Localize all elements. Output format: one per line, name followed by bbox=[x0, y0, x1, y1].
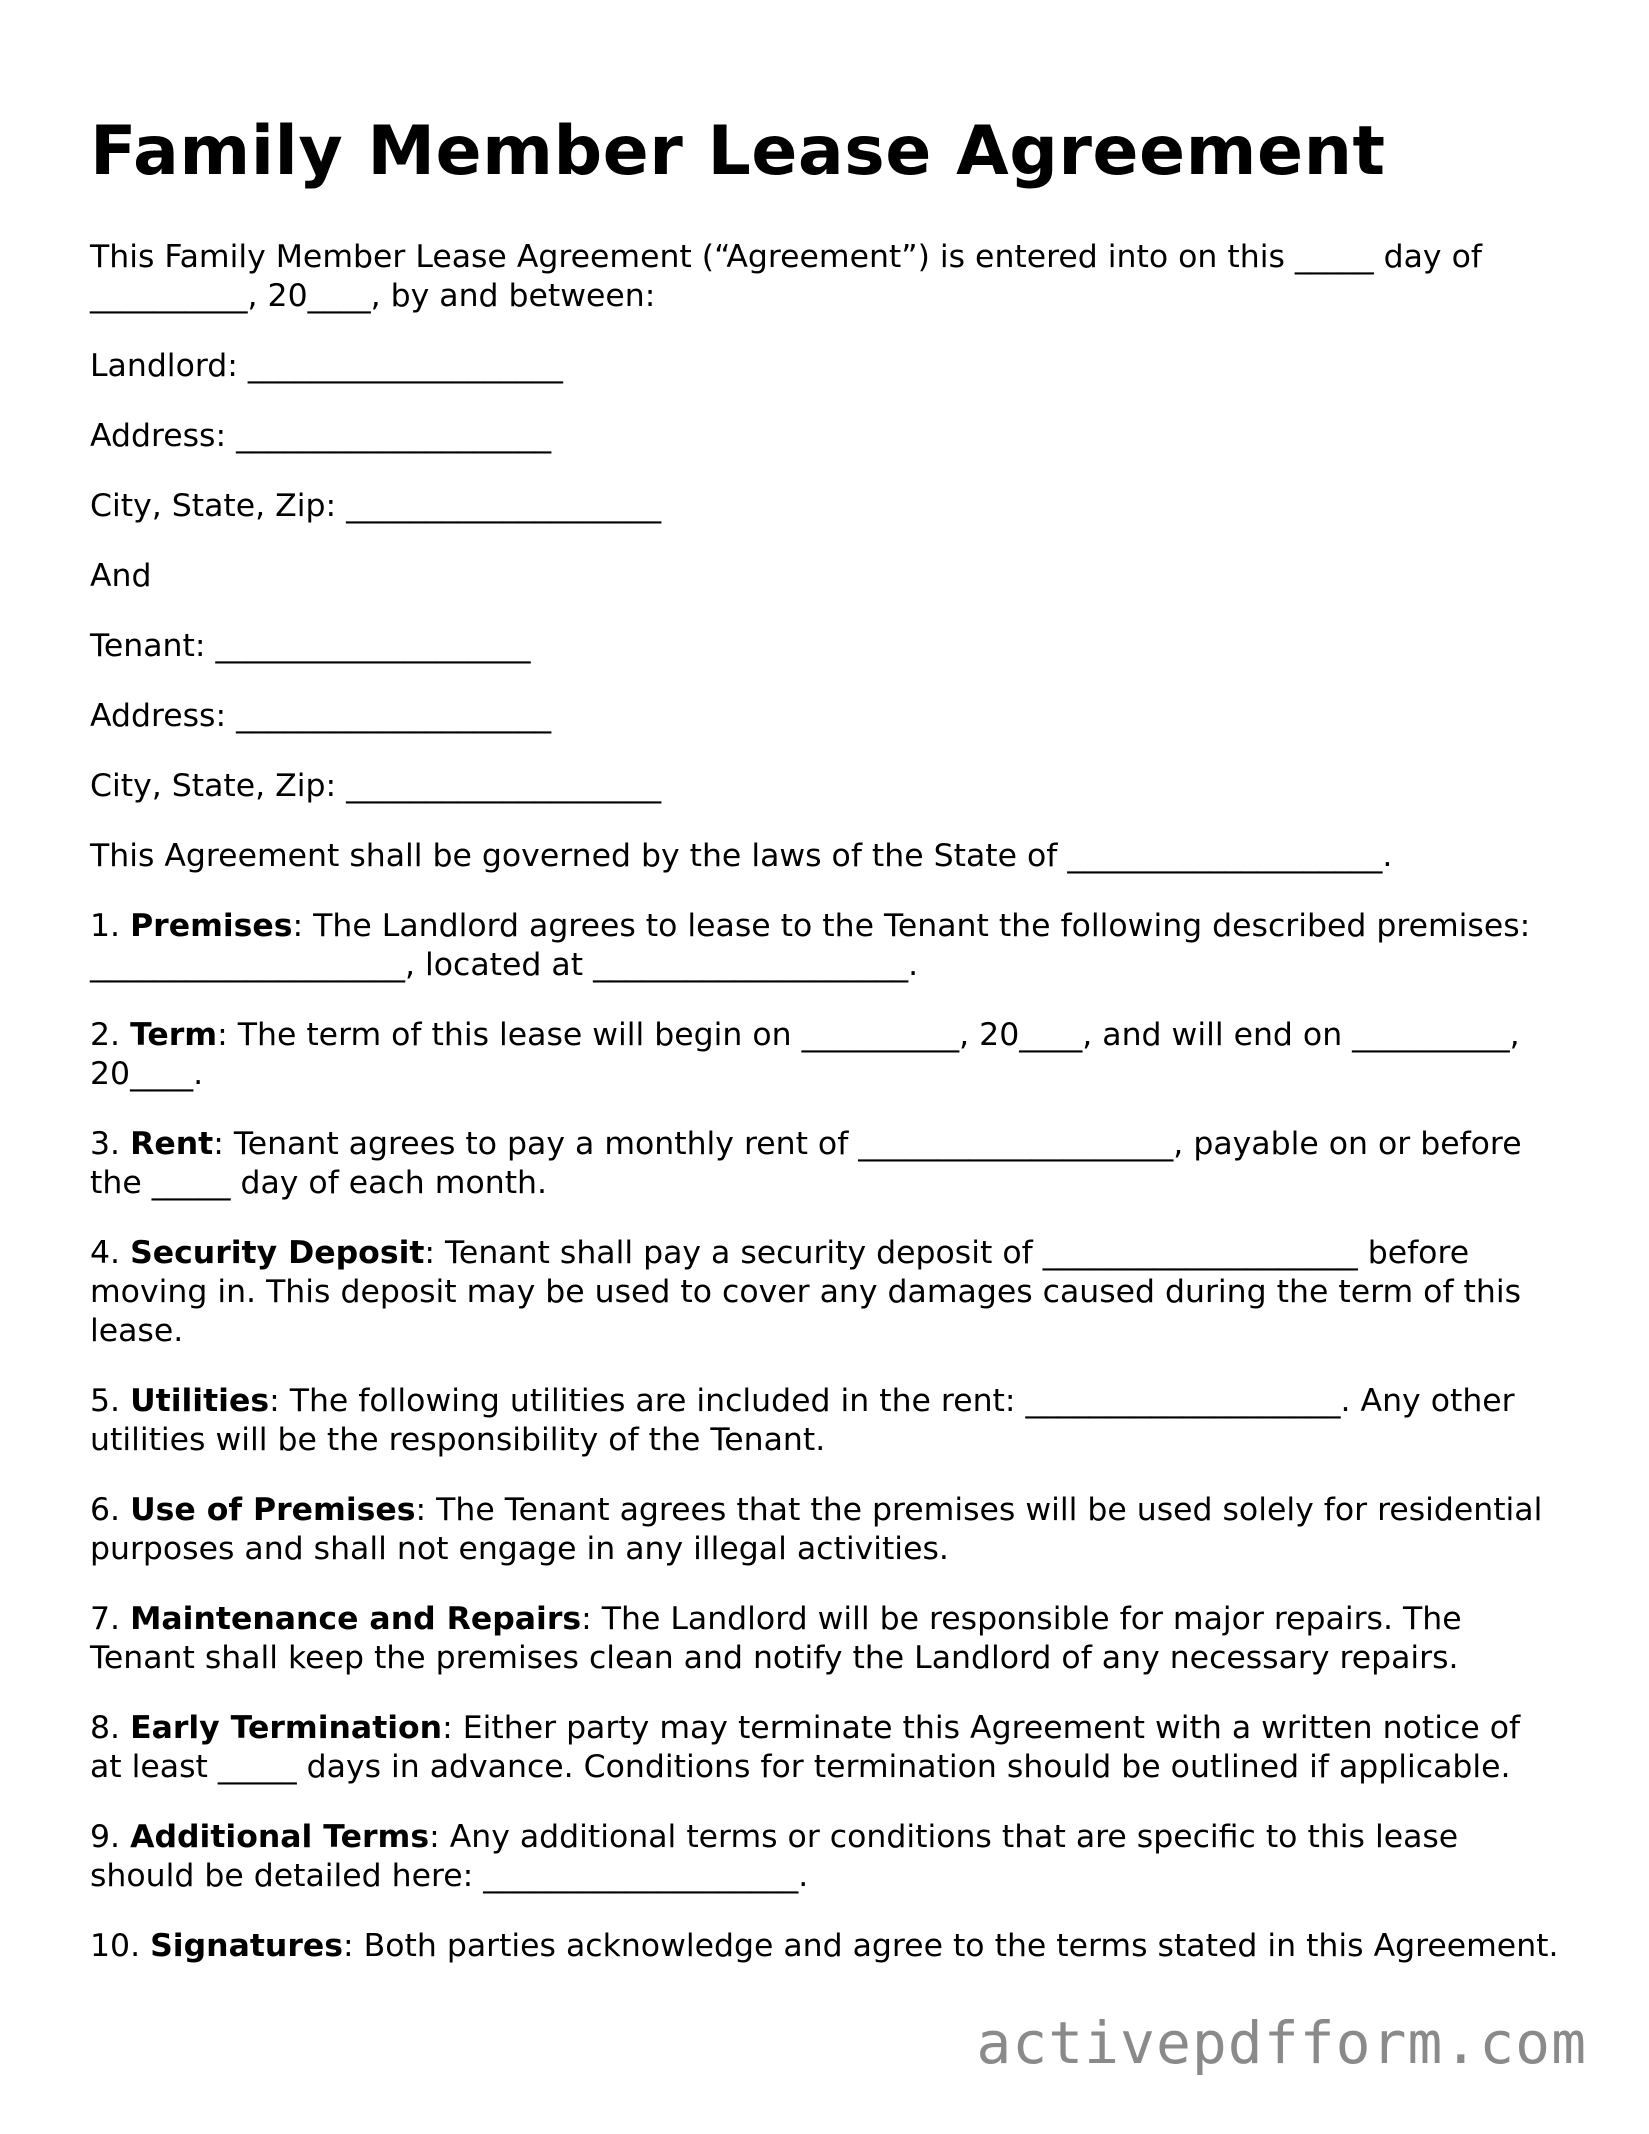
clause-maintenance-and-repairs bbox=[90, 1600, 1560, 1678]
clause-heading: Term bbox=[130, 1017, 218, 1053]
clause-heading: Maintenance and Repairs bbox=[130, 1601, 582, 1637]
clause-use-of-premises bbox=[90, 1491, 1560, 1569]
tenant-line: Tenant: ____________________ bbox=[90, 628, 531, 664]
clause-text: : The following utilities are included in the rent: ____________________. Any other utilities will be the responsibility of the Tenant. bbox=[90, 1383, 1515, 1458]
watermark-text: activepdfform.com bbox=[976, 2009, 1587, 2077]
clause-number: 6. bbox=[90, 1492, 121, 1528]
clause-security-deposit bbox=[90, 1234, 1560, 1351]
clause-text: : The Landlord agrees to lease to the Tenant the following described premises: ____________________, located at ____________________. bbox=[90, 908, 1531, 983]
clause-text: : The Tenant agrees that the premises will be used solely for residential purposes and shall not engage in any illegal activities. bbox=[90, 1492, 1543, 1567]
clause-heading: Premises bbox=[130, 908, 293, 944]
clause-number: 5. bbox=[90, 1383, 121, 1419]
clause-text: : Either party may terminate this Agreement with a written notice of at least _____ days in advance. Conditions for termination should be outlined if applicable. bbox=[90, 1710, 1521, 1785]
clause-number: 1. bbox=[90, 908, 121, 944]
clause-early-termination bbox=[90, 1709, 1560, 1787]
clause-signatures bbox=[90, 1927, 1560, 1966]
landlord-address-line: Address: ____________________ bbox=[90, 418, 552, 454]
clause-heading: Rent bbox=[130, 1126, 214, 1162]
landlord-line: Landlord: ____________________ bbox=[90, 348, 563, 384]
clause-text: : The term of this lease will begin on __________, 20____, and will end on __________, 20____. bbox=[90, 1017, 1520, 1092]
clause-number: 7. bbox=[90, 1601, 121, 1637]
clause-additional-terms bbox=[90, 1818, 1560, 1896]
tenant-address-line: Address: ____________________ bbox=[90, 698, 552, 734]
clause-premises bbox=[90, 907, 1560, 985]
clause-heading: Use of Premises bbox=[130, 1492, 416, 1528]
document-page bbox=[90, 110, 1560, 1997]
clause-heading: Additional Terms bbox=[130, 1819, 430, 1855]
clause-number: 4. bbox=[90, 1235, 121, 1271]
clause-heading: Utilities bbox=[130, 1383, 270, 1419]
clause-number: 9. bbox=[90, 1819, 121, 1855]
clause-utilities bbox=[90, 1382, 1560, 1460]
clause-text: : Tenant agrees to pay a monthly rent of ____________________, payable on or before the _____ day of each month. bbox=[90, 1126, 1522, 1201]
clause-heading: Early Termination bbox=[130, 1710, 443, 1746]
clause-text: : The Landlord will be responsible for major repairs. The Tenant shall keep the premises clean and notify the Landlord of any necessary repairs. bbox=[90, 1601, 1462, 1676]
clause-text: : Tenant shall pay a security deposit of ____________________ before moving in. This deposit may be used to cover any damages caused during the term of this lease. bbox=[90, 1235, 1522, 1349]
landlord-city-state-zip-line: City, State, Zip: ____________________ bbox=[90, 488, 662, 524]
clause-rent bbox=[90, 1125, 1560, 1203]
clause-heading: Security Deposit bbox=[130, 1235, 425, 1271]
clause-text: : Both parties acknowledge and agree to the terms stated in this Agreement. bbox=[342, 1928, 1559, 1964]
document-title: Family Member Lease Agreement bbox=[90, 112, 1386, 191]
intro-paragraph: This Family Member Lease Agreement (“Agreement”) is entered into on this _____ day of __________, 20____, by and between: bbox=[90, 239, 1482, 314]
clause-number: 2. bbox=[90, 1017, 121, 1053]
clause-heading: Signatures bbox=[150, 1928, 343, 1964]
governing-law-paragraph: This Agreement shall be governed by the laws of the State of ____________________. bbox=[90, 838, 1393, 874]
clause-text: : Any additional terms or conditions that are specific to this lease should be detailed here: ____________________. bbox=[90, 1819, 1459, 1894]
clause-number: 3. bbox=[90, 1126, 121, 1162]
clause-number: 8. bbox=[90, 1710, 121, 1746]
clause-term bbox=[90, 1016, 1560, 1094]
tenant-city-state-zip-line: City, State, Zip: ____________________ bbox=[90, 768, 662, 804]
and-separator: And bbox=[90, 558, 152, 594]
clause-number: 10. bbox=[90, 1928, 141, 1964]
